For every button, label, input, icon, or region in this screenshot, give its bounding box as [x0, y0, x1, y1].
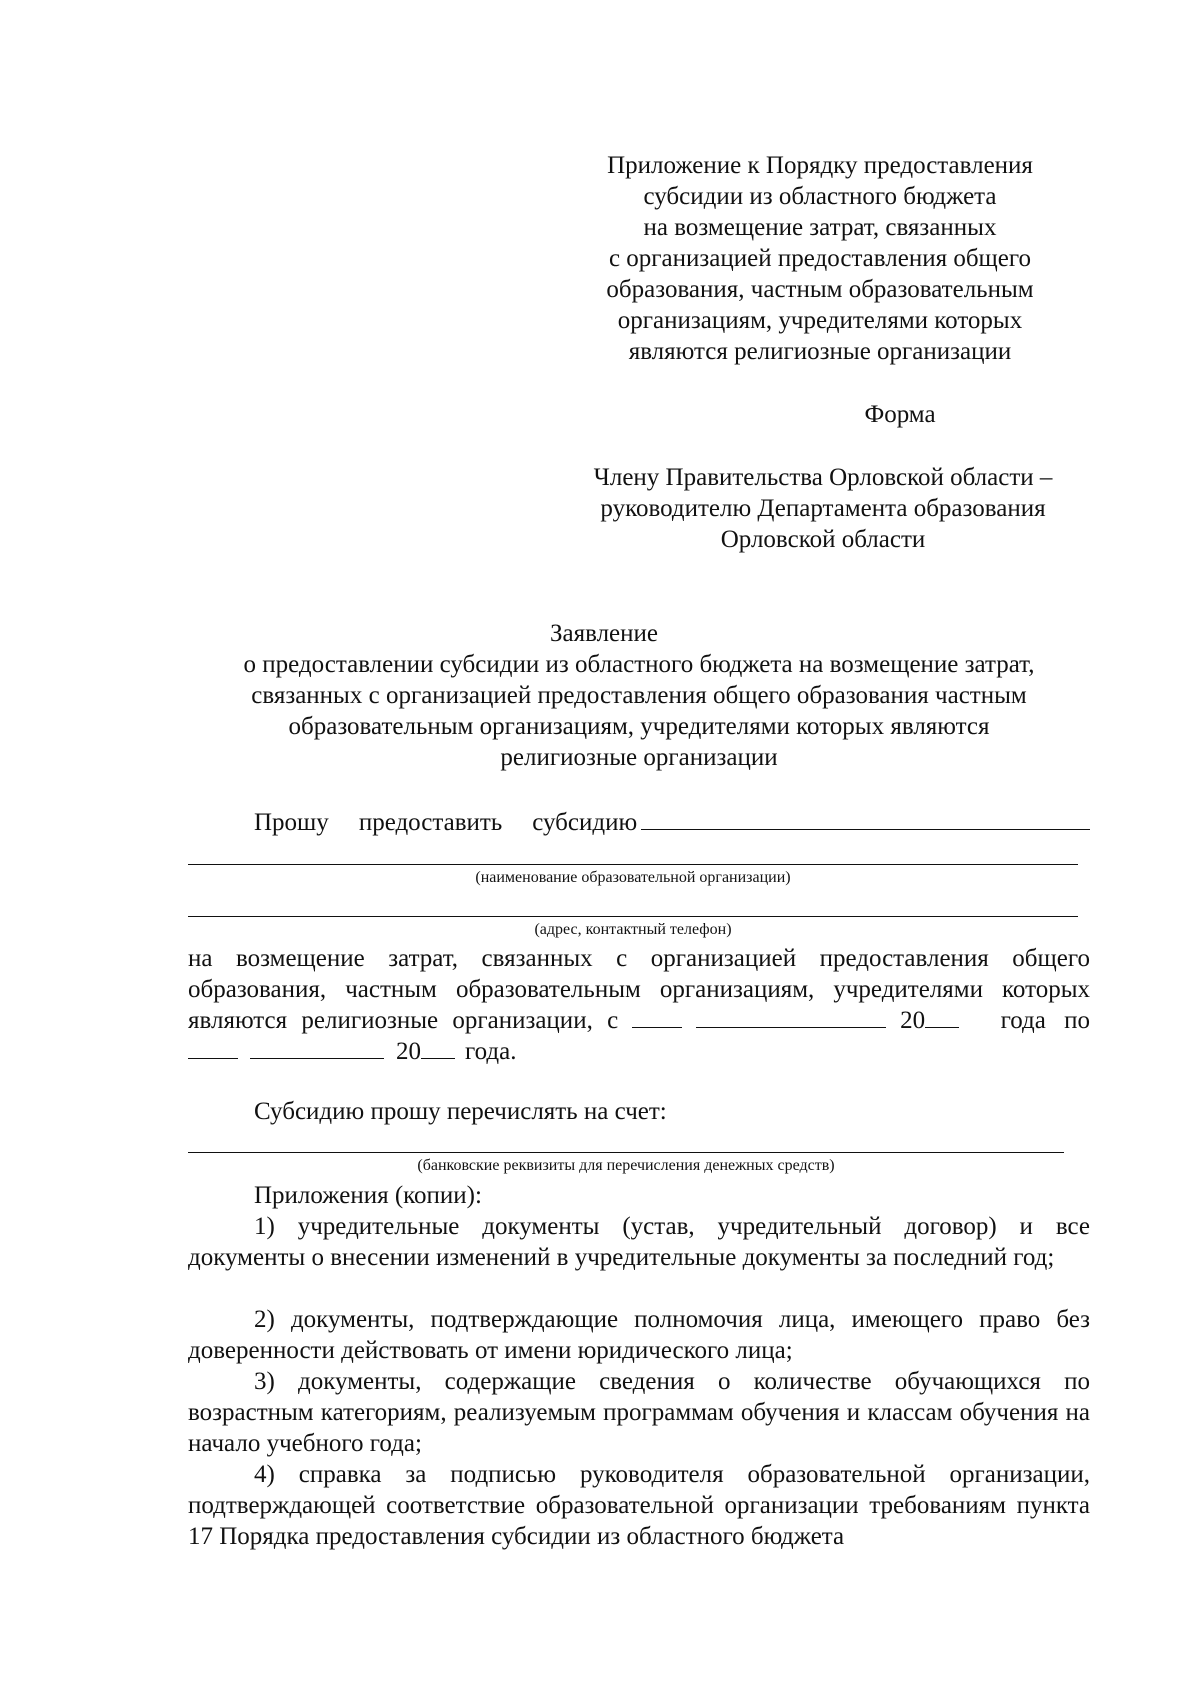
bank-details-field-line[interactable] [188, 1152, 1064, 1153]
end-month-field[interactable] [250, 1036, 384, 1059]
purpose-paragraph [188, 943, 1090, 1067]
org-name-field-line[interactable] [188, 864, 1078, 865]
request-line [254, 807, 1090, 838]
start-year-prefix: 20 [900, 1007, 926, 1034]
addressee-block [578, 462, 1068, 555]
end-year-prefix: 20 [396, 1038, 421, 1065]
document-title [188, 618, 1090, 773]
attachment-item-3: 3) документы, содержащие сведения о количестве обучающихся по возрастным категориям, реализуемым программам обучения и классам обучения на начало учебного года; [188, 1368, 1090, 1457]
request-word: субсидию [532, 809, 638, 836]
appendix-header-line: субсидии из областного бюджета [643, 183, 997, 210]
appendix-header-line: на возмещение затрат, связанных [643, 214, 997, 241]
start-year-field[interactable] [925, 1005, 959, 1028]
org-name-field[interactable] [641, 807, 1090, 830]
purpose-line3-end: года по [1000, 1007, 1090, 1034]
addressee-line: руководителю Департамента образования [600, 495, 1046, 522]
bank-details-caption: (банковские реквизиты для перечисления денежных средств) [417, 1157, 835, 1174]
attachments-heading: Приложения (копии): [254, 1182, 482, 1209]
attachment-item-1: 1) учредительные документы (устав, учредительный договор) и все документы о внесении изменений в учредительные документы за последний год; [188, 1213, 1090, 1271]
appendix-header-line: Приложение к Порядку предоставления [607, 152, 1033, 179]
purpose-line4-end: года. [465, 1038, 517, 1065]
start-day-field[interactable] [632, 1005, 682, 1028]
attachment-item-2: 2) документы, подтверждающие полномочия лица, имеющего право без доверенности действовать от имени юридического лица; [188, 1306, 1090, 1364]
end-day-field[interactable] [188, 1036, 238, 1059]
addressee-line: Члену Правительства Орловской области – [593, 464, 1053, 491]
purpose-line: на возмещение затрат, связанных с организацией предоставления общего [188, 945, 1090, 972]
form-label: Форма [864, 401, 936, 428]
title-line: связанных с организацией предоставления общего образования частным [251, 682, 1027, 709]
title-line: образовательным организациям, учредителями которых являются [288, 713, 990, 740]
transfer-text: Субсидию прошу перечислять на счет: [254, 1098, 667, 1125]
request-word: Прошу [254, 809, 329, 836]
purpose-line: образования, частным образовательным организациям, учредителями которых [188, 976, 1090, 1003]
start-month-field[interactable] [696, 1005, 886, 1028]
end-year-field[interactable] [421, 1036, 455, 1059]
purpose-line [188, 1036, 1090, 1067]
title-line: религиозные организации [500, 744, 778, 771]
addressee-line: Орловской области [720, 526, 926, 553]
org-name-caption: (наименование образовательной организации) [475, 869, 791, 886]
appendix-header-line: образования, частным образовательным [606, 276, 1034, 303]
attachment-item-4: 4) справка за подписью руководителя образовательной организации, подтверждающей соответствие образовательной организации требованиям пункта 17 Порядка предоставления субсидии из областного бюджета [188, 1461, 1090, 1550]
purpose-line3-start: являются религиозные организации, с [188, 1007, 619, 1034]
appendix-header [560, 150, 1080, 367]
appendix-header-line: организациям, учредителями которых [617, 307, 1023, 334]
title-line: о предоставлении субсидии из областного бюджета на возмещение затрат, [243, 651, 1035, 678]
appendix-header-line: с организацией предоставления общего [608, 245, 1032, 272]
title-word: Заявление [549, 620, 659, 647]
appendix-header-line: являются религиозные организации [628, 338, 1012, 365]
purpose-line [188, 1005, 1090, 1036]
address-field-line[interactable] [188, 916, 1078, 917]
request-word: предоставить [358, 809, 503, 836]
address-caption: (адрес, контактный телефон) [534, 921, 732, 938]
